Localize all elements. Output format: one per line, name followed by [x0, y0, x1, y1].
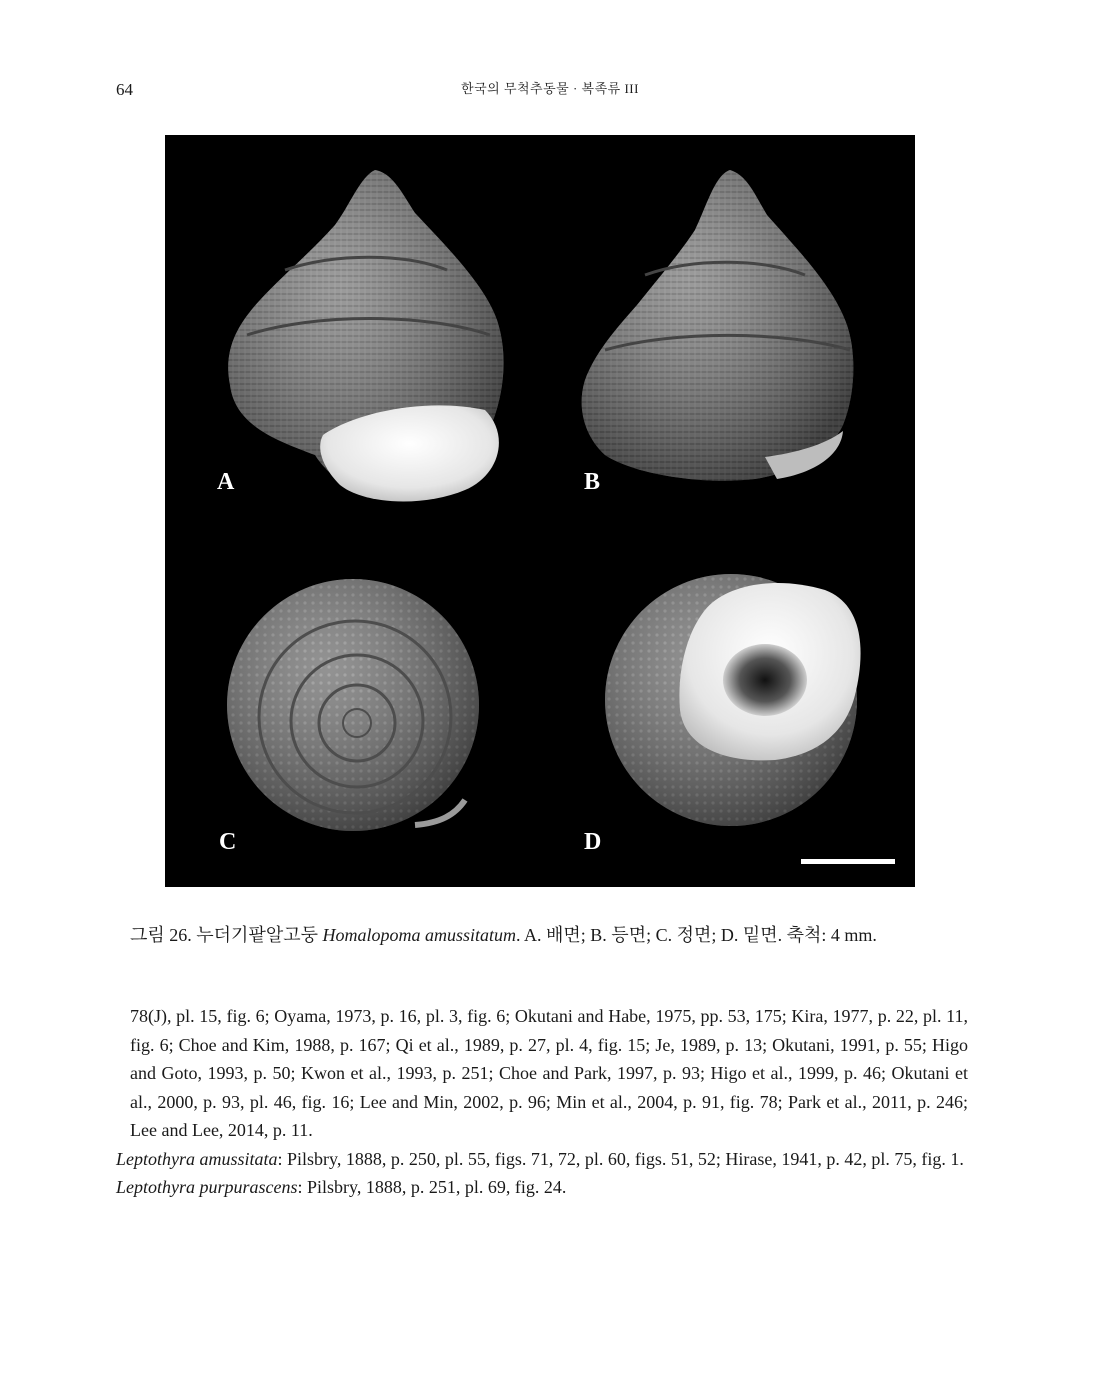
page-number: 64 [116, 80, 133, 99]
figure-photographs [165, 135, 915, 887]
synonym-name: Leptothyra purpurascens [116, 1177, 298, 1197]
panel-label-d: D [584, 829, 602, 855]
shell-a [228, 170, 503, 501]
synonym-citation: : Pilsbry, 1888, p. 251, pl. 69, fig. 24. [297, 1177, 567, 1197]
figure-plate [165, 135, 915, 887]
synonym-entry [116, 1173, 968, 1202]
synonym-name: Leptothyra amussitata [116, 1148, 278, 1169]
running-title: 한국의 무척추동물 · 복족류 III [461, 81, 639, 96]
shell-b [582, 170, 854, 481]
body-text [116, 1002, 968, 1202]
caption-scientific-name: Homalopoma amussitatum [322, 925, 517, 945]
panel-label-a: A [217, 469, 235, 495]
panel-label-c: C [219, 829, 237, 855]
panel-label-b: B [584, 469, 601, 495]
figure-caption [130, 921, 990, 947]
shell-c [227, 579, 479, 831]
shell-d [605, 574, 861, 826]
caption-suffix: . A. 배면; B. 등면; C. 정면; D. 밑면. 축척: 4 mm. [516, 925, 877, 945]
synonym-citation: : Pilsbry, 1888, p. 250, pl. 55, figs. 71, 72, pl. 60, figs. 51, 52; Hirase, 1941, p. 42, pl. 75, fig. 1. [277, 1148, 964, 1169]
references-paragraph: 78(J), pl. 15, fig. 6; Oyama, 1973, p. 16, pl. 3, fig. 6; Okutani and Habe, 1975, pp. 53, 175; Kira, 1977, p. 22, pl. 11, fig. 6; Choe and Kim, 1988, p. 167; Qi et al., 1989, p. 27, pl. 4, fig. 15; Je, 1989, p. 13; Okutani, 1991, p. 55; Higo and Goto, 1993, p. 50; Kwon et al., 1993, p. 251; Choe and Park, 1997, p. 93; Higo et al., 1999, p. 46; Okutani et al., 2000, p. 93, pl. 46, fig. 16; Lee and Min, 2002, p. 96; Min et al., 2004, p. 91, fig. 78; Park et al., 2011, p. 246; Lee and Lee, 2014, p. 11. [130, 1006, 968, 1140]
caption-prefix: 그림 26. 누더기팥알고둥 [130, 925, 323, 945]
synonym-entry [116, 1145, 968, 1174]
scale-bar [801, 859, 895, 864]
